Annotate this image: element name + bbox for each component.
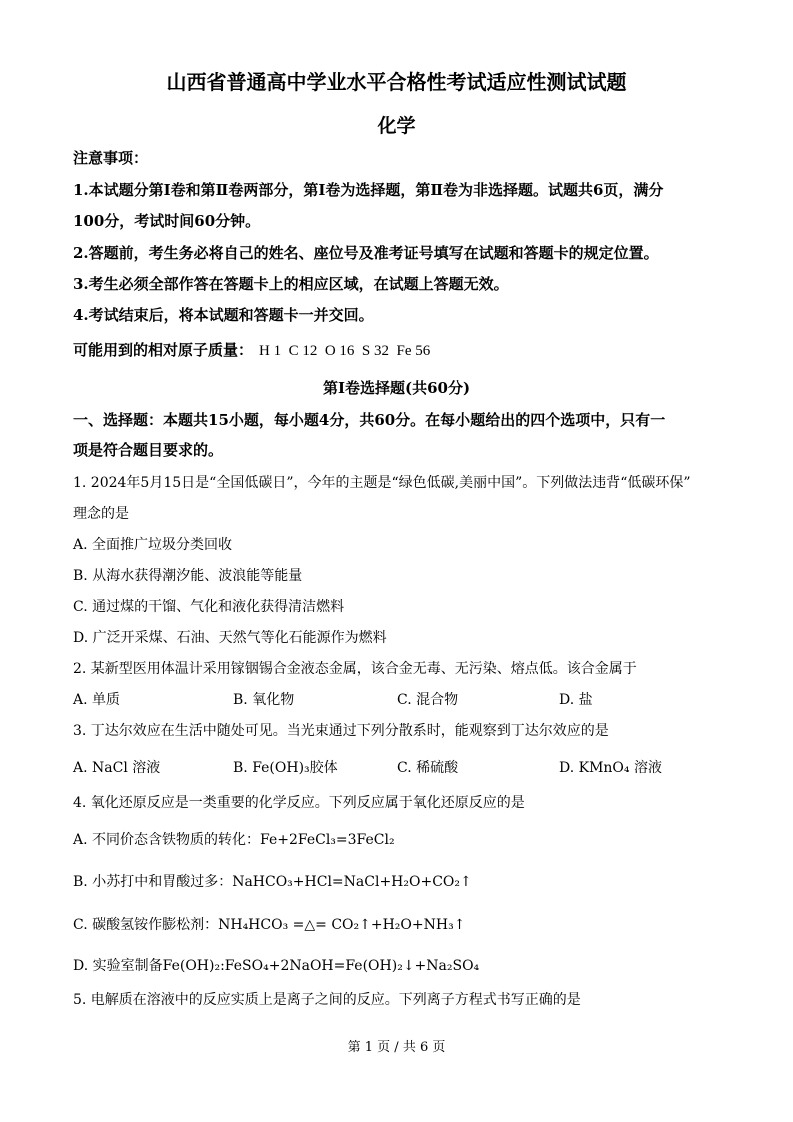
question-4-stem: 4. 氧化还原反应是一类重要的化学反应。下列反应属于氧化还原反应的是 xyxy=(73,795,525,811)
atomic-mass-label: 可能用到的相对原子质量： xyxy=(73,341,254,359)
notice-item: 2.答题前，考生务必将自己的姓名、座位号及准考证号填写在试题和答题卡的规定位置。 xyxy=(73,244,659,262)
question-4-option: D. 实验室制备Fe(OH)₂:FeSO₄+2NaOH=Fe(OH)₂↓+Na₂SO₄ xyxy=(73,958,480,974)
question-1-stem: 理念的是 xyxy=(73,506,129,522)
notice-item: 4.考试结束后，将本试题和答题卡一并交回。 xyxy=(73,306,374,324)
question-3-option: C. 稀硫酸 xyxy=(397,760,459,776)
section-instruction: 一、选择题：本题共15小题，每小题4分，共60分。在每小题给出的四个选项中，只有一 xyxy=(73,411,666,429)
section-title: 第Ⅰ卷选择题(共60分) xyxy=(322,379,471,397)
question-1-option: A. 全面推广垃圾分类回收 xyxy=(73,537,233,553)
page-footer: 第 1 页 / 共 6 页 xyxy=(347,1040,446,1055)
page-title: 山西省普通高中学业水平合格性考试适应性测试试题 xyxy=(166,70,627,94)
notice-heading: 注意事项： xyxy=(73,149,149,167)
question-4-option: B. 小苏打中和胃酸过多：NaHCO₃+HCl=NaCl+H₂O+CO₂↑ xyxy=(73,874,472,890)
question-3-option: B. Fe(OH)₃胶体 xyxy=(233,760,338,776)
notice-item: 100分，考试时间60分钟。 xyxy=(73,212,261,230)
question-3-option: A. NaCl 溶液 xyxy=(73,760,161,776)
question-5-stem: 5. 电解质在溶液中的反应实质上是离子之间的反应。下列离子方程式书写正确的是 xyxy=(73,992,581,1008)
question-2-option: B. 氧化物 xyxy=(233,692,295,708)
atomic-mass-values: H 1 C 12 O 16 S 32 Fe 56 xyxy=(259,343,431,359)
section-instruction: 项是符合题目要求的。 xyxy=(73,441,224,459)
question-2-option: D. 盐 xyxy=(559,692,593,708)
question-2-option: C. 混合物 xyxy=(397,692,459,708)
question-1-stem: 1. 2024年5月15日是“全国低碳日”，今年的主题是“绿色低碳,美丽中国”。下列做法违背“低碳环保” xyxy=(73,475,691,491)
question-2-option: A. 单质 xyxy=(73,692,121,708)
question-1-option: B. 从海水获得潮汐能、波浪能等能量 xyxy=(73,568,303,584)
atomic-mass-line xyxy=(73,340,430,361)
question-1-option: D. 广泛开采煤、石油、天然气等化石能源作为燃料 xyxy=(73,630,387,646)
notice-item: 1.本试题分第Ⅰ卷和第Ⅱ卷两部分，第Ⅰ卷为选择题，第Ⅱ卷为非选择题。试题共6页，满分 xyxy=(73,181,664,199)
question-4-option: C. 碳酸氢铵作膨松剂：NH₄HCO₃ =△= CO₂↑+H₂O+NH₃↑ xyxy=(73,917,466,933)
question-2-stem: 2. 某新型医用体温计采用镓铟锡合金液态金属，该合金无毒、无污染、熔点低。该合金属于 xyxy=(73,661,637,677)
subject-title: 化学 xyxy=(377,115,416,137)
notice-item: 3.考生必须全部作答在答题卡上的相应区域，在试题上答题无效。 xyxy=(73,275,509,293)
question-1-option: C. 通过煤的干馏、气化和液化获得清洁燃料 xyxy=(73,599,345,615)
question-4-option: A. 不同价态含铁物质的转化：Fe+2FeCl₃=3FeCl₂ xyxy=(73,832,395,848)
question-3-stem: 3. 丁达尔效应在生活中随处可见。当光束通过下列分散系时，能观察到丁达尔效应的是 xyxy=(73,723,609,739)
question-3-option: D. KMnO₄ 溶液 xyxy=(559,760,662,776)
